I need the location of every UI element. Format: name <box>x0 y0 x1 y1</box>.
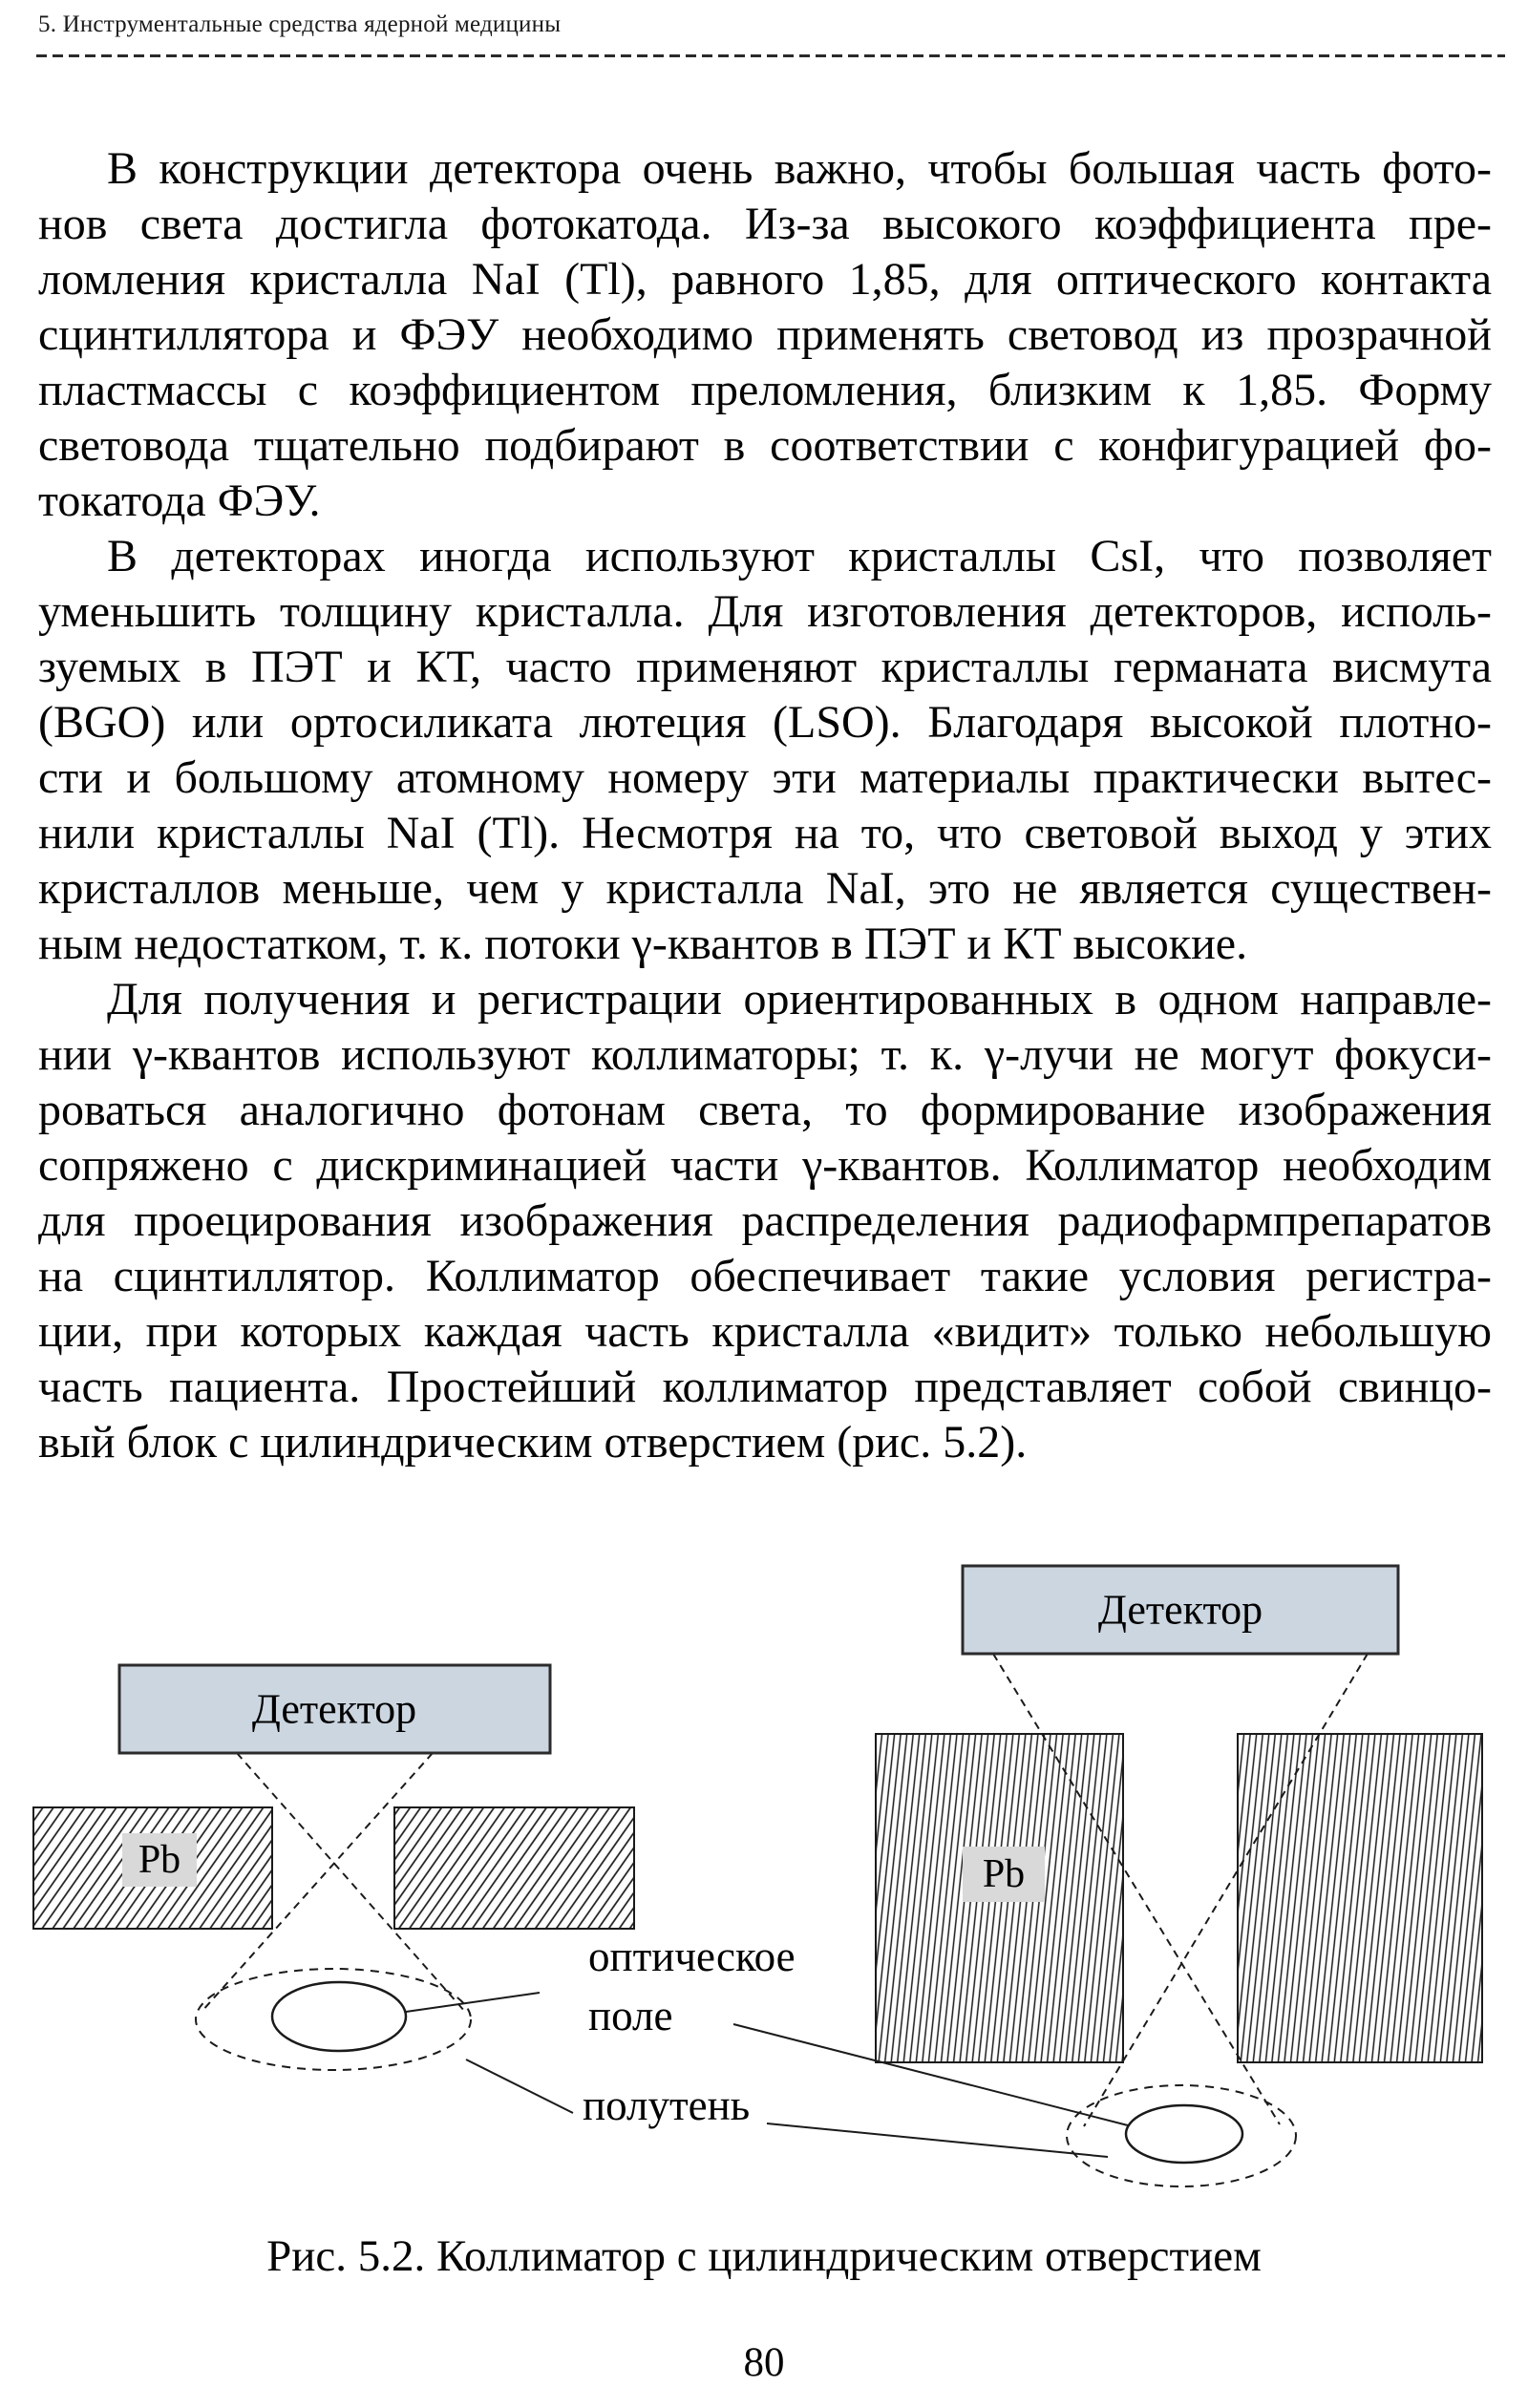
text-line: ным недостатком, т. к. потоки γ-квантов в ПЭТ и КТ высокие. <box>38 919 1248 969</box>
text-line: сцинтиллятора и ФЭУ необходимо применять световод из прозрачной <box>38 309 1492 360</box>
leader-line-optical-field-left <box>406 1993 540 2012</box>
figure-caption: Рис. 5.2. Коллиматор с цилиндрическим отверстием <box>266 2231 1262 2281</box>
text-line: роваться аналогично фотонам света, то формирование изображения <box>38 1085 1492 1135</box>
optical-field-label-line1: оптическое <box>588 1933 796 1980</box>
text-line: токатода ФЭУ. <box>38 475 321 526</box>
leader-line-penumbra-right <box>767 2123 1108 2157</box>
text-line: нии γ-квантов используют коллиматоры; т. к. γ-лучи не могут фокуси- <box>38 1029 1492 1080</box>
text-line: зуемых в ПЭТ и КТ, часто применяют кристаллы германата висмута <box>38 642 1492 692</box>
text-line: на сцинтиллятор. Коллиматор обеспечивает такие условия регистра- <box>38 1251 1492 1301</box>
detector-label-left: Детектор <box>251 1685 417 1733</box>
page-number: 80 <box>743 2340 785 2385</box>
paragraph <box>38 529 1492 972</box>
collimator-diagram-right <box>876 1566 1482 2186</box>
text-line: В конструкции детектора очень важно, чтобы большая часть фото- <box>107 143 1492 194</box>
figure-5-2 <box>0 1547 1528 2225</box>
text-line: ломления кристалла NaI (Tl), равного 1,85, для оптического контакта <box>38 254 1492 305</box>
penumbra-label: полутень <box>583 2081 751 2129</box>
optical-field-ellipse-right <box>1126 2105 1242 2163</box>
text-line: вый блок с цилиндрическим отверстием (рис. 5.2). <box>38 1417 1028 1468</box>
text-line: В детекторах иногда используют кристаллы CsI, что позволяет <box>107 531 1492 581</box>
optical-field-label-line2: поле <box>588 1992 673 2039</box>
paragraph <box>38 141 1492 529</box>
pb-block-right-b <box>1238 1734 1482 2062</box>
detector-label-right: Детектор <box>1097 1586 1263 1634</box>
text-line: нов света достигла фотокатода. Из-за высокого коэффициента пре- <box>38 199 1492 249</box>
text-line: нили кристаллы NaI (Tl). Несмотря на то, что световой выход у этих <box>38 808 1492 858</box>
optical-field-ellipse-left <box>272 1982 406 2051</box>
collimator-diagram-left <box>33 1665 634 2070</box>
text-line: сти и большому атомному номеру эти материалы практически вытес- <box>38 752 1492 803</box>
text-line: пластмассы с коэффициентом преломления, близким к 1,85. Форму <box>38 365 1492 415</box>
text-line: Для получения и регистрации ориентированных в одном направле- <box>107 974 1492 1024</box>
pb-block-left-b <box>394 1807 634 1929</box>
header-dashed-rule <box>36 54 1505 57</box>
text-line: кристаллов меньше, чем у кристалла NaI, это не является существен- <box>38 863 1492 914</box>
body-text <box>38 141 1492 1470</box>
text-line: часть пациента. Простейший коллиматор представляет собой свинцо- <box>38 1362 1492 1412</box>
text-line: (BGO) или ортосиликата лютеция (LSO). Благодаря высокой плотно- <box>38 697 1492 748</box>
running-head: 5. Инструментальные средства ядерной медицины <box>38 11 562 37</box>
pb-label-right: Pb <box>982 1852 1026 1896</box>
text-line: ции, при которых каждая часть кристалла «видит» только небольшую <box>38 1306 1492 1357</box>
text-line: уменьшить толщину кристалла. Для изготовления детекторов, исполь- <box>38 586 1492 637</box>
pb-label-left: Pb <box>138 1838 181 1882</box>
text-line: для проецирования изображения распределения радиофармпрепаратов <box>38 1195 1492 1246</box>
leader-line-penumbra-left <box>466 2059 573 2113</box>
paragraph <box>38 972 1492 1470</box>
text-line: световода тщательно подбирают в соответствии с конфигурацией фо- <box>38 420 1492 471</box>
text-line: сопряжено с дискриминацией части γ-квантов. Коллиматор необходим <box>38 1140 1492 1191</box>
